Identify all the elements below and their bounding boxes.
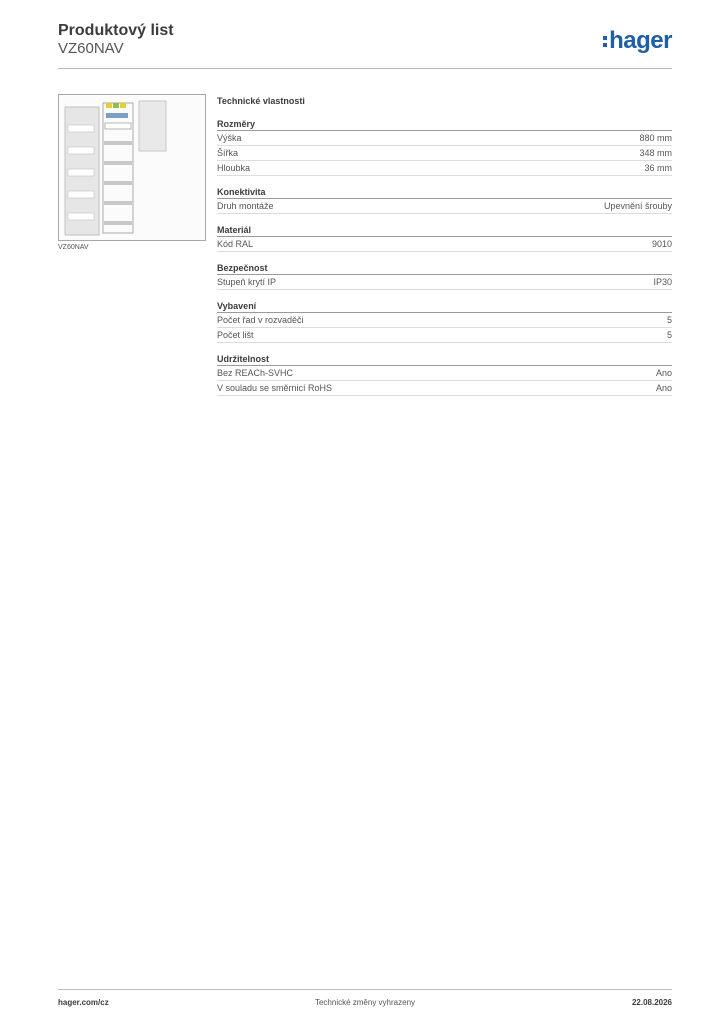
- enclosure-kit-illustration: [59, 95, 205, 240]
- footer-divider: [58, 989, 672, 990]
- spec-value: Upevnění šrouby: [603, 201, 672, 211]
- spec-label: Hloubka: [217, 163, 251, 173]
- footer-notice: Technické změny vyhrazeny: [314, 998, 416, 1007]
- spec-value: 9010: [651, 239, 672, 249]
- spec-group-connectivity: [217, 186, 672, 214]
- logo-dots-icon: [603, 36, 607, 47]
- spec-value: Ano: [655, 383, 672, 393]
- spec-label: Výška: [217, 133, 242, 143]
- spec-label: Počet lišt: [217, 330, 254, 340]
- technical-specs: [217, 94, 672, 406]
- spec-row: [217, 328, 672, 343]
- group-title: Udržitelnost: [217, 353, 672, 366]
- spec-group-sustainability: [217, 353, 672, 396]
- spec-row: [217, 366, 672, 381]
- spec-label: V souladu se směrnicí RoHS: [217, 383, 333, 393]
- spec-label: Počet řad v rozvaděči: [217, 315, 304, 325]
- group-title: Konektivita: [217, 186, 672, 199]
- spec-row: [217, 275, 672, 290]
- spec-label: Druh montáže: [217, 201, 274, 211]
- hager-logo: [603, 27, 672, 55]
- document-title: Produktový list: [58, 22, 174, 39]
- spec-label: Bez REACh-SVHC: [217, 368, 294, 378]
- spec-group-dimensions: [217, 118, 672, 176]
- specs-title: Technické vlastnosti: [217, 96, 305, 106]
- spec-label: Kód RAL: [217, 239, 254, 249]
- spec-group-safety: [217, 262, 672, 290]
- spec-row: [217, 313, 672, 328]
- spec-value: 5: [666, 330, 672, 340]
- spec-row: [217, 131, 672, 146]
- page-header: [58, 21, 672, 58]
- spec-value: Ano: [655, 368, 672, 378]
- spec-row: [217, 381, 672, 396]
- group-title: Materiál: [217, 224, 672, 237]
- spec-group-equipment: [217, 300, 672, 343]
- spec-label: Stupeň krytí IP: [217, 277, 277, 287]
- logo-text: hager: [609, 27, 672, 54]
- spec-value: 36 mm: [644, 163, 672, 173]
- group-title: Rozměry: [217, 118, 672, 131]
- spec-label: Šířka: [217, 148, 239, 158]
- image-caption: VZ60NAV: [58, 244, 89, 251]
- group-title: Vybavení: [217, 300, 672, 313]
- footer-date: 22.08.2026: [631, 998, 672, 1007]
- spec-row: [217, 161, 672, 176]
- spec-row: [217, 199, 672, 214]
- header-divider: [58, 68, 672, 69]
- spec-value: 348 mm: [639, 148, 672, 158]
- product-code: VZ60NAV: [58, 40, 124, 57]
- spec-value: 5: [666, 315, 672, 325]
- spec-value: 880 mm: [639, 133, 672, 143]
- group-title: Bezpečnost: [217, 262, 672, 275]
- spec-row: [217, 146, 672, 161]
- spec-value: IP30: [653, 277, 672, 287]
- spec-group-material: [217, 224, 672, 252]
- footer-website-link[interactable]: hager.com/cz: [58, 998, 109, 1007]
- product-image: [58, 94, 206, 241]
- spec-row: [217, 237, 672, 252]
